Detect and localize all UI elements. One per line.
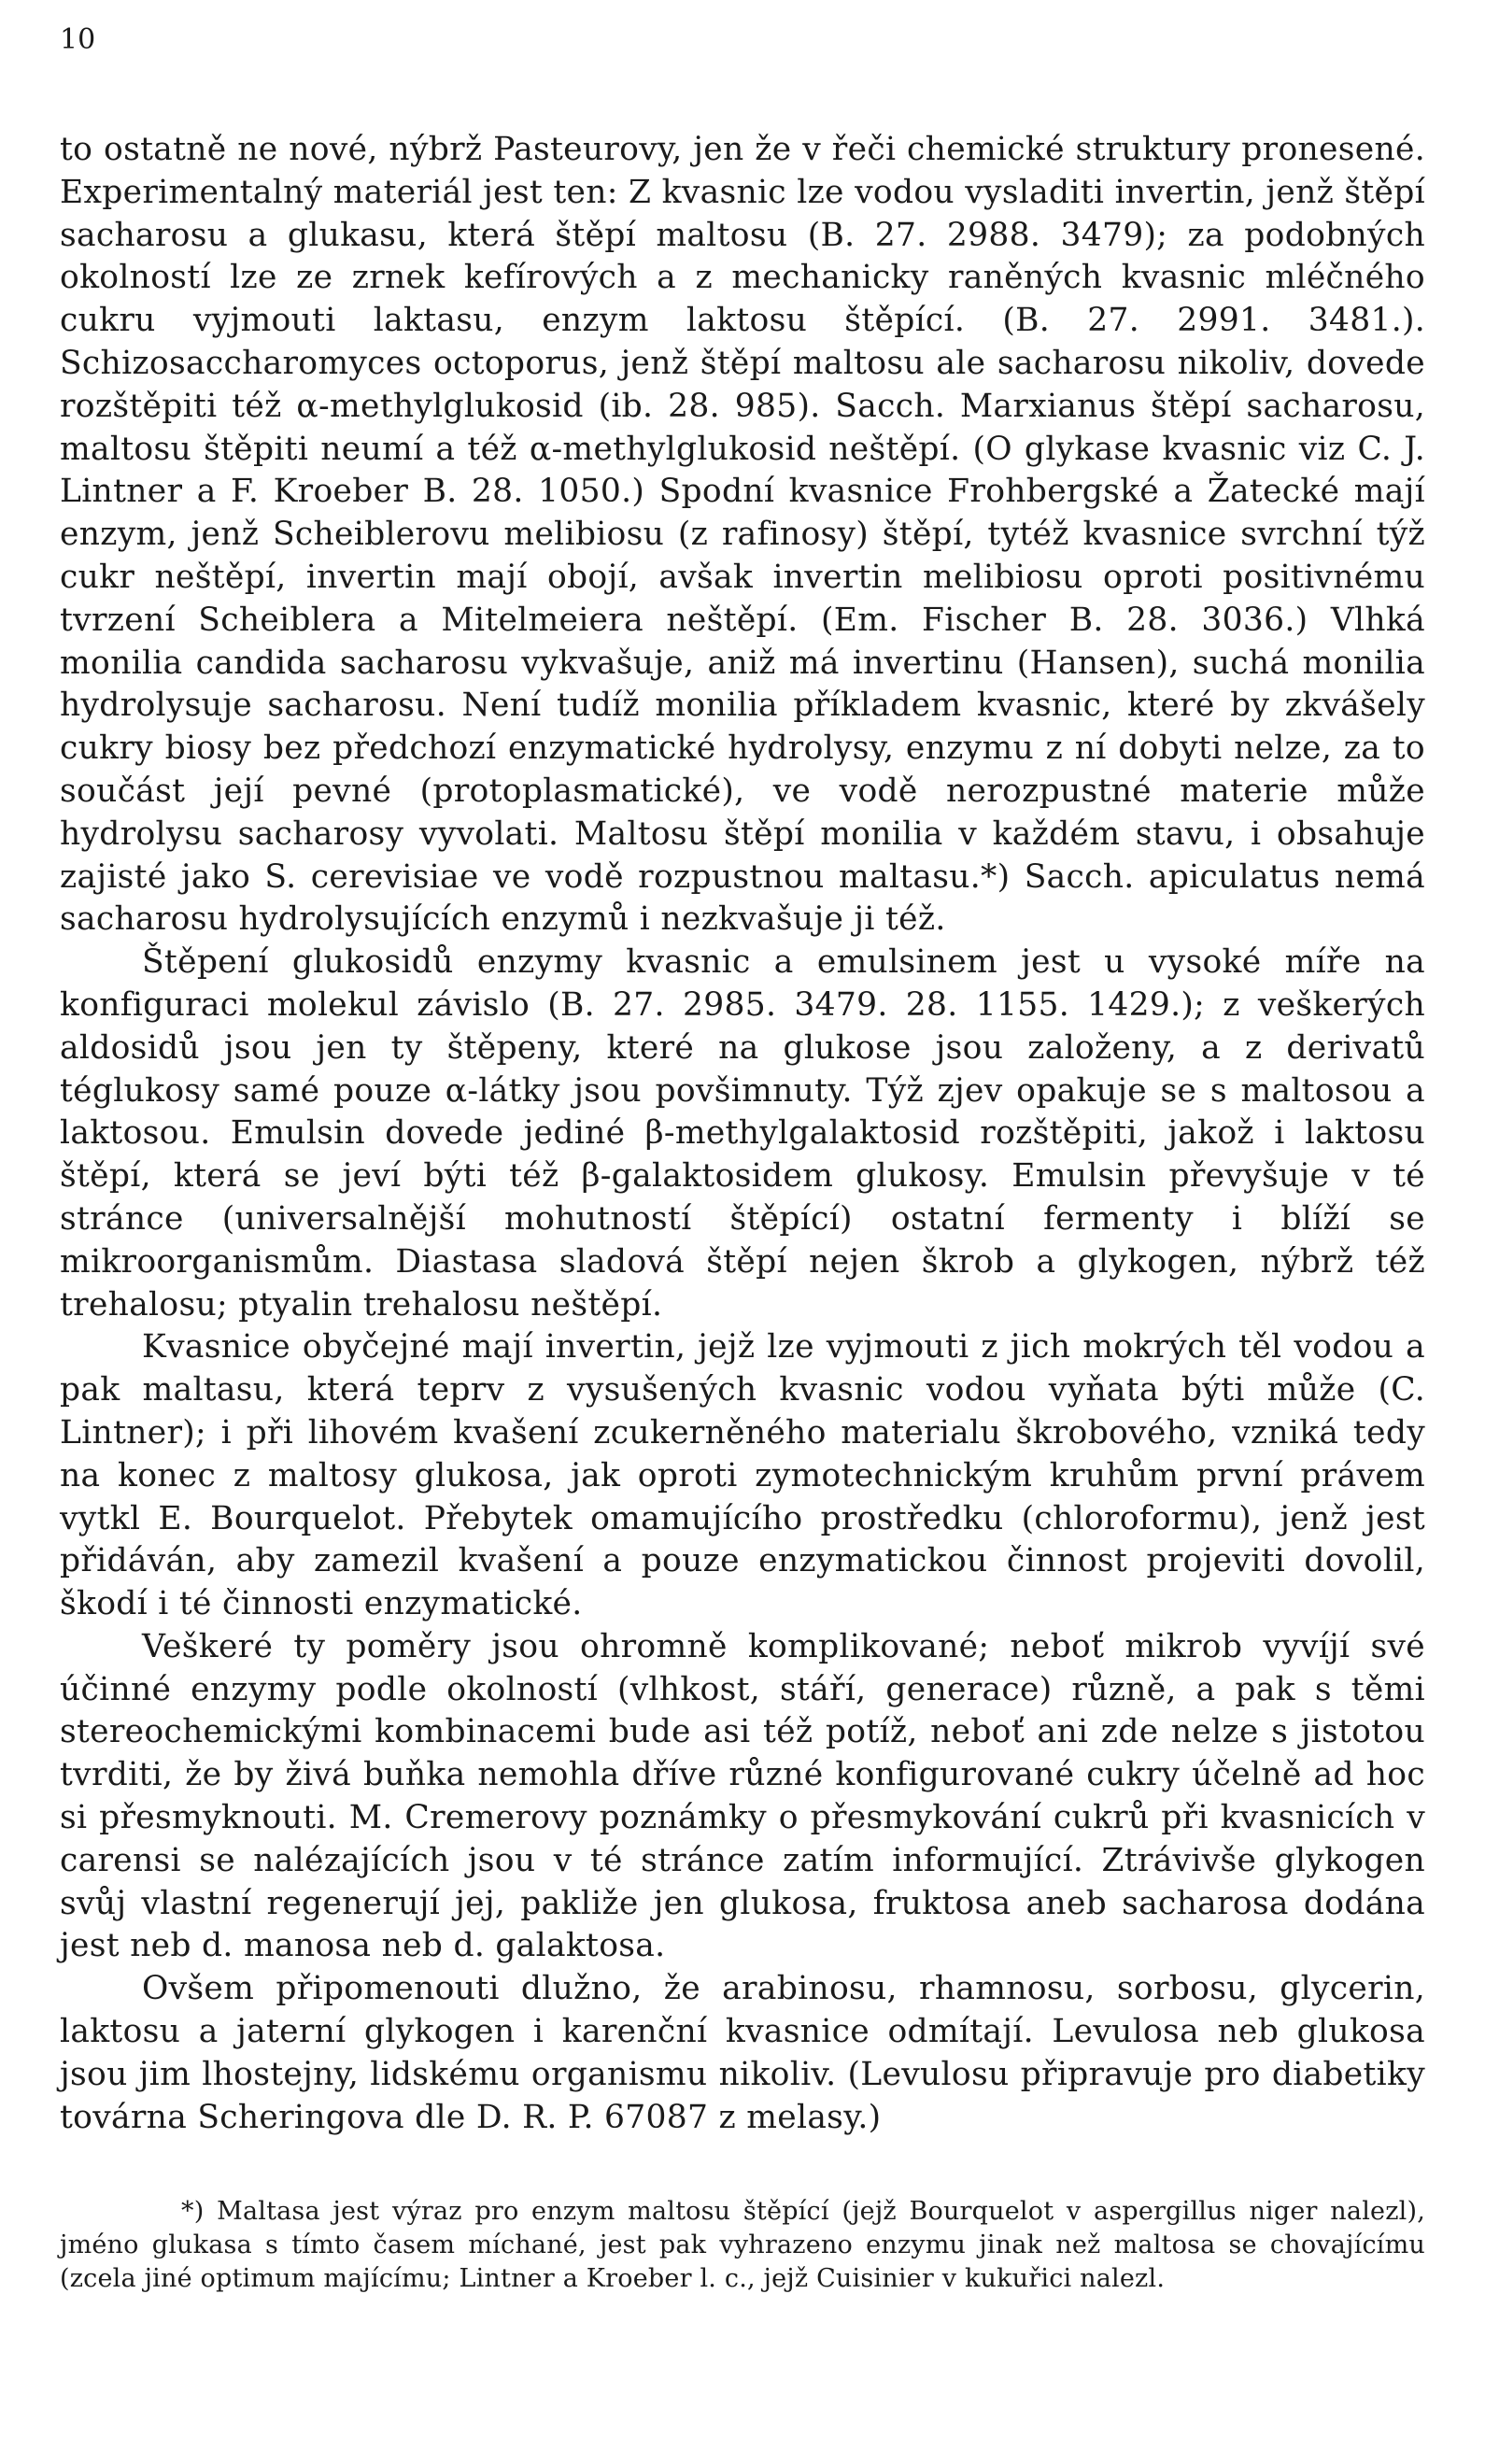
footnote-text: *) Maltasa jest výraz pro enzym maltosu štěpící (jejž Bourquelot v aspergillus niger nalezl), jméno glukasa s tímto časem míchané, jest pak vyhrazeno enzymu jinak než maltosa se chovajícímu (zcela jiné optimum majícímu; Lintner a Kroeber l. c., jejž Cuisinier v kukuřici nalezl.	[60, 2197, 1425, 2293]
paragraph-3: Kvasnice obyčejné mají invertin, jejž lze vyjmouti z jich mokrých těl vodou a pak maltasu, která teprv z vysušených kvasnic vodou vyňata býti může (C. Lintner); i při lihovém kvašení zcukerněného materialu škrobového, vzniká tedy na konec z maltosy glukosa, jak oproti zymotechnickým kruhům první právem vytkl E. Bourquelot. Přebytek omamujícího prostředku (chloroformu), jenž jest přidáván, aby zamezil kvašení a pouze enzymatickou činnost projeviti dovolil, škodí i té činnosti enzymatické.	[60, 1328, 1425, 1623]
page-number: 10	[60, 23, 96, 56]
paragraph-5: Ovšem připomenouti dlužno, že arabinosu, rhamnosu, sorbosu, glycerin, laktosu a jaterní glykogen i karenční kvasnice odmítají. Levulosa neb glukosa jsou jim lhostejny, lidskému organismu nikoliv. (Levulosu připravuje pro diabetiky továrna Scheringova dle D. R. P. 67087 z melasy.)	[60, 1970, 1425, 2136]
body-text	[60, 129, 1425, 2139]
paragraph-1: to ostatně ne nové, nýbrž Pasteurovy, jen že v řeči chemické struktury pronesené. Experimentalný materiál jest ten: Z kvasnic lze vodou vysladiti invertin, jenž štěpí sacharosu a glukasu, která štěpí maltosu (B. 27. 2988. 3479); za podobných okolností lze ze zrnek kefírových a z mechanicky raněných kvasnic mléčného cukru vyjmouti laktasu, enzym laktosu štěpící. (B. 27. 2991. 3481.). Schizosaccharomyces octoporus, jenž štěpí maltosu ale sacharosu nikoliv, dovede rozštěpiti též α-methylglukosid (ib. 28. 985). Sacch. Marxianus štěpí sacharosu, maltosu štěpiti neumí a též α-methylglukosid neštěpí. (O glykase kvasnic viz C. J. Lintner a F. Kroeber B. 28. 1050.) Spodní kvasnice Frohbergské a Žatecké mají enzym, jenž Scheiblerovu melibiosu (z rafinosy) štěpí, tytéž kvasnice svrchní týž cukr neštěpí, invertin mají obojí, avšak invertin melibiosu oproti positivnému tvrzení Scheiblera a Mitelmeiera neštěpí. (Em. Fischer B. 28. 3036.) Vlhká monilia candida sacharosu vykvašuje, aniž má invertinu (Hansen), suchá monilia hydrolysuje sacharosu. Není tudíž monilia příkladem kvasnic, které by zkvášely cukry biosy bez předchozí enzymatické hydrolysy, enzymu z ní dobyti nelze, za to součást její pevné (protoplasmatické), ve vodě nerozpustné materie může hydrolysu sacharosy vyvolati. Maltosu štěpí monilia v každém stavu, i obsahuje zajisté jako S. cerevisiae ve vodě rozpustnou maltasu.*) Sacch. apiculatus nemá sacharosu hydrolysujících enzymů i nezkvašuje ji též.	[60, 131, 1425, 939]
footnote	[60, 2195, 1425, 2296]
paragraph-2: Štěpení glukosidů enzymy kvasnic a emulsinem jest u vysoké míře na konfiguraci molekul závislo (B. 27. 2985. 3479. 28. 1155. 1429.); z veškerých aldosidů jsou jen ty štěpeny, které na glukose jsou založeny, a z derivatů téglukosy samé pouze α-látky jsou povšimnuty. Týž zjev opakuje se s maltosou a laktosou. Emulsin dovede jediné β-methylgalaktosid rozštěpiti, jakož i laktosu štěpí, která se jeví býti též β-galaktosidem glukosy. Emulsin převyšuje v té stránce (universalnější mohutností štěpící) ostatní fermenty i blíží se mikroorganismům. Diastasa sladová štěpí nejen škrob a glykogen, nýbrž též trehalosu; ptyalin trehalosu neštěpí.	[60, 943, 1425, 1324]
paragraph-4: Veškeré ty poměry jsou ohromně komplikované; neboť mikrob vyvíjí své účinné enzymy podle okolností (vlhkost, stáří, generace) různě, a pak s těmi stereochemickými kombinacemi bude asi též potíž, neboť ani zde nelze s jistotou tvrditi, že by živá buňka nemohla dříve různé konfigurované cukry účelně ad hoc si přesmyknouti. M. Cremerovy poznámky o přesmykování cukrů při kvasnicích v carensi se nalézajících jsou v té stránce zatím informující. Ztrávivše glykogen svůj vlastní regenerují jej, pakliže jen glukosa, fruktosa aneb sacharosa dodána jest neb d. manosa neb d. galaktosa.	[60, 1627, 1425, 1965]
